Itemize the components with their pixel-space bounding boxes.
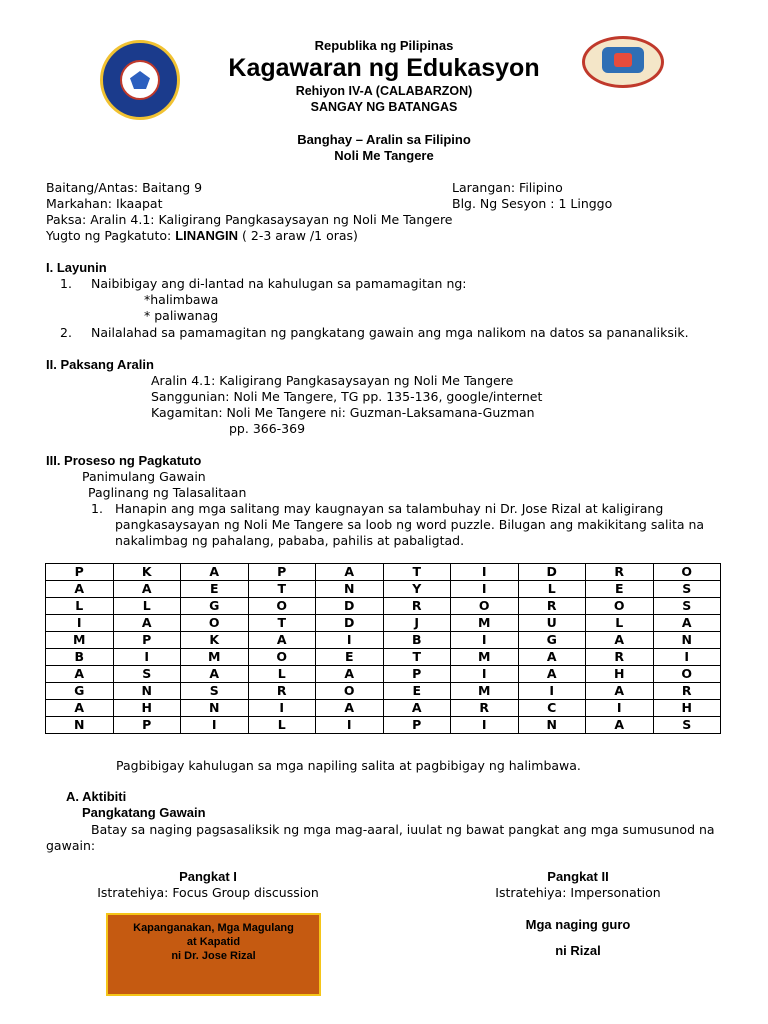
department-title: Kagawaran ng Edukasyon — [228, 54, 540, 82]
puzzle-cell: P — [113, 717, 181, 734]
puzzle-cell: E — [181, 581, 249, 598]
puzzle-cell: O — [248, 649, 316, 666]
puzzle-row — [46, 581, 721, 598]
layunin-heading: I. Layunin — [46, 260, 107, 275]
puzzle-cell: T — [383, 649, 451, 666]
puzzle-cell: I — [451, 564, 519, 581]
puzzle-cell: A — [383, 700, 451, 717]
puzzle-cell: M — [451, 615, 519, 632]
puzzle-cell: T — [248, 615, 316, 632]
puzzle-cell: I — [653, 649, 721, 666]
puzzle-cell: Y — [383, 581, 451, 598]
puzzle-cell: I — [248, 700, 316, 717]
puzzle-cell: M — [451, 683, 519, 700]
puzzle-cell: R — [586, 649, 654, 666]
puzzle-cell: S — [181, 683, 249, 700]
puzzle-cell: K — [113, 564, 181, 581]
puzzle-cell: S — [653, 598, 721, 615]
puzzle-cell: M — [451, 649, 519, 666]
puzzle-cell: L — [113, 598, 181, 615]
puzzle-cell: A — [518, 649, 586, 666]
puzzle-cell: A — [316, 700, 384, 717]
puzzle-cell: J — [383, 615, 451, 632]
puzzle-cell: S — [653, 717, 721, 734]
instruction-line-3: nakalimbag ng pahalang, pababa, pahilis at pabaligtad. — [115, 533, 465, 548]
puzzle-cell: K — [181, 632, 249, 649]
yugto-value: LINANGIN — [175, 228, 239, 243]
puzzle-cell: C — [518, 700, 586, 717]
puzzle-cell: E — [586, 581, 654, 598]
puzzle-cell: R — [518, 598, 586, 615]
group-1-topic-box — [106, 913, 321, 996]
paksang-aralin-pages: pp. 366-369 — [229, 421, 306, 436]
puzzle-cell: L — [248, 666, 316, 683]
yugto-label: Yugto ng Pagkatuto: — [46, 228, 176, 243]
puzzle-cell: A — [316, 666, 384, 683]
layunin-sub-1: *halimbawa — [144, 292, 219, 307]
pangkatang-gawain-heading: Pangkatang Gawain — [82, 805, 206, 820]
puzzle-row — [46, 717, 721, 734]
markahan: Markahan: Ikaapat — [46, 196, 163, 211]
group-1-box-line-2: at Kapatid — [186, 936, 241, 948]
puzzle-cell: L — [518, 581, 586, 598]
batay-line-2: gawain: — [46, 838, 96, 853]
baitang: Baitang/Antas: Baitang 9 — [46, 180, 203, 195]
puzzle-cell: A — [181, 666, 249, 683]
puzzle-cell: R — [586, 564, 654, 581]
puzzle-cell: D — [316, 598, 384, 615]
puzzle-cell: S — [113, 666, 181, 683]
puzzle-cell: A — [316, 564, 384, 581]
group-2-topic-line-2: ni Rizal — [555, 943, 601, 958]
proseso-heading: III. Proseso ng Pagkatuto — [46, 453, 202, 468]
puzzle-cell: R — [383, 598, 451, 615]
panimulang-gawain: Panimulang Gawain — [82, 469, 206, 484]
word-puzzle-table — [45, 563, 721, 734]
puzzle-cell: G — [46, 683, 114, 700]
puzzle-cell: I — [181, 717, 249, 734]
puzzle-cell: L — [46, 598, 114, 615]
puzzle-cell: N — [113, 683, 181, 700]
layunin-sub-2: * paliwanag — [144, 308, 219, 323]
instruction-line-2: pangkasaysayan ng Noli Me Tangere sa loob ng word puzzle. Bilugan ang makikitang salita na — [115, 517, 705, 532]
puzzle-cell: O — [451, 598, 519, 615]
yugto-detail: ( 2-3 araw /1 oras) — [238, 228, 358, 243]
puzzle-cell: N — [518, 717, 586, 734]
puzzle-cell: M — [181, 649, 249, 666]
puzzle-cell: T — [248, 581, 316, 598]
puzzle-cell: A — [46, 666, 114, 683]
puzzle-cell: O — [586, 598, 654, 615]
puzzle-row — [46, 564, 721, 581]
puzzle-cell: I — [586, 700, 654, 717]
paksang-aralin-sanggunian: Sanggunian: Noli Me Tangere, TG pp. 135-136, google/internet — [151, 389, 543, 404]
puzzle-cell: A — [113, 615, 181, 632]
division-line: SANGAY NG BATANGAS — [310, 100, 458, 114]
puzzle-cell: N — [316, 581, 384, 598]
paksang-aralin-kagamitan: Kagamitan: Noli Me Tangere ni: Guzman-Laksamana-Guzman — [151, 405, 535, 420]
puzzle-cell: M — [46, 632, 114, 649]
yugto — [46, 228, 358, 243]
puzzle-cell: E — [316, 649, 384, 666]
puzzle-cell: B — [46, 649, 114, 666]
puzzle-cell: O — [653, 564, 721, 581]
group-2-strategy: Istratehiya: Impersonation — [495, 885, 661, 900]
puzzle-row — [46, 632, 721, 649]
puzzle-cell: O — [653, 666, 721, 683]
puzzle-cell: L — [248, 717, 316, 734]
republic-line: Republika ng Pilipinas — [314, 38, 454, 53]
puzzle-cell: P — [248, 564, 316, 581]
puzzle-cell: P — [383, 717, 451, 734]
puzzle-cell: T — [383, 564, 451, 581]
puzzle-row — [46, 615, 721, 632]
paksa: Paksa: Aralin 4.1: Kaligirang Pangkasaysayan ng Noli Me Tangere — [46, 212, 453, 227]
puzzle-cell: D — [518, 564, 586, 581]
puzzle-cell: H — [586, 666, 654, 683]
puzzle-cell: A — [46, 700, 114, 717]
instruction-line-1: Hanapin ang mga salitang may kaugnayan sa talambuhay ni Dr. Jose Rizal at kaligirang — [115, 501, 664, 516]
puzzle-cell: A — [248, 632, 316, 649]
session-count: Blg. Ng Sesyon : 1 Linggo — [452, 196, 613, 211]
puzzle-cell: I — [316, 717, 384, 734]
group-1-box-line-3: ni Dr. Jose Rizal — [171, 950, 256, 962]
puzzle-row — [46, 666, 721, 683]
puzzle-row — [46, 700, 721, 717]
after-puzzle-text: Pagbibigay kahulugan sa mga napiling salita at pagbibigay ng halimbawa. — [116, 758, 581, 773]
puzzle-cell: D — [316, 615, 384, 632]
puzzle-cell: R — [451, 700, 519, 717]
puzzle-cell: E — [383, 683, 451, 700]
puzzle-cell: H — [113, 700, 181, 717]
aktibiti-heading: A. Aktibiti — [66, 789, 127, 804]
puzzle-cell: N — [653, 632, 721, 649]
puzzle-cell: A — [586, 632, 654, 649]
puzzle-cell: I — [113, 649, 181, 666]
batay-line-1: Batay sa naging pagsasaliksik ng mga mag-aaral, iuulat ng bawat pangkat ang mga sumusunod na — [91, 822, 715, 837]
puzzle-cell: I — [451, 632, 519, 649]
puzzle-cell: O — [248, 598, 316, 615]
paksang-aralin-heading: II. Paksang Aralin — [46, 357, 154, 372]
puzzle-cell: P — [383, 666, 451, 683]
puzzle-cell: I — [451, 581, 519, 598]
puzzle-cell: S — [653, 581, 721, 598]
instruction-num: 1. — [91, 501, 103, 516]
region-line: Rehiyon IV-A (CALABARZON) — [295, 84, 473, 98]
puzzle-cell: B — [383, 632, 451, 649]
layunin-item-1: Naibibigay ang di-lantad na kahulugan sa pamamagitan ng: — [91, 276, 467, 291]
puzzle-cell: A — [586, 683, 654, 700]
larangan: Larangan: Filipino — [452, 180, 563, 195]
puzzle-cell: P — [46, 564, 114, 581]
puzzle-cell: O — [316, 683, 384, 700]
puzzle-cell: I — [518, 683, 586, 700]
puzzle-cell: R — [653, 683, 721, 700]
puzzle-cell: L — [586, 615, 654, 632]
puzzle-cell: P — [113, 632, 181, 649]
puzzle-cell: N — [46, 717, 114, 734]
puzzle-row — [46, 598, 721, 615]
layunin-item-2: Nailalahad sa pamamagitan ng pangkatang gawain ang mga nalikom na datos sa pananaliksik. — [91, 325, 689, 340]
group-1-box-line-1: Kapanganakan, Mga Magulang — [133, 922, 294, 934]
puzzle-cell: A — [518, 666, 586, 683]
puzzle-cell: A — [181, 564, 249, 581]
paglinang-talasalitaan: Paglinang ng Talasalitaan — [88, 485, 247, 500]
puzzle-cell: A — [46, 581, 114, 598]
layunin-num-2: 2. — [60, 325, 72, 340]
puzzle-row — [46, 683, 721, 700]
puzzle-cell: A — [586, 717, 654, 734]
puzzle-cell: A — [113, 581, 181, 598]
group-2-title: Pangkat II — [547, 869, 609, 884]
layunin-num-1: 1. — [60, 276, 72, 291]
puzzle-cell: R — [248, 683, 316, 700]
puzzle-cell: G — [181, 598, 249, 615]
doc-title-line2: Noli Me Tangere — [334, 148, 434, 163]
group-2-topic-line-1: Mga naging guro — [525, 917, 631, 932]
doc-title-line1: Banghay – Aralin sa Filipino — [297, 132, 471, 147]
group-1-strategy: Istratehiya: Focus Group discussion — [97, 885, 319, 900]
puzzle-cell: O — [181, 615, 249, 632]
puzzle-cell: A — [653, 615, 721, 632]
puzzle-row — [46, 649, 721, 666]
puzzle-cell: G — [518, 632, 586, 649]
puzzle-cell: I — [451, 666, 519, 683]
puzzle-cell: N — [181, 700, 249, 717]
puzzle-cell: I — [46, 615, 114, 632]
group-1-title: Pangkat I — [179, 869, 237, 884]
puzzle-cell: I — [451, 717, 519, 734]
puzzle-cell: I — [316, 632, 384, 649]
puzzle-cell: H — [653, 700, 721, 717]
puzzle-cell: U — [518, 615, 586, 632]
paksang-aralin-aralin: Aralin 4.1: Kaligirang Pangkasaysayan ng Noli Me Tangere — [151, 373, 514, 388]
